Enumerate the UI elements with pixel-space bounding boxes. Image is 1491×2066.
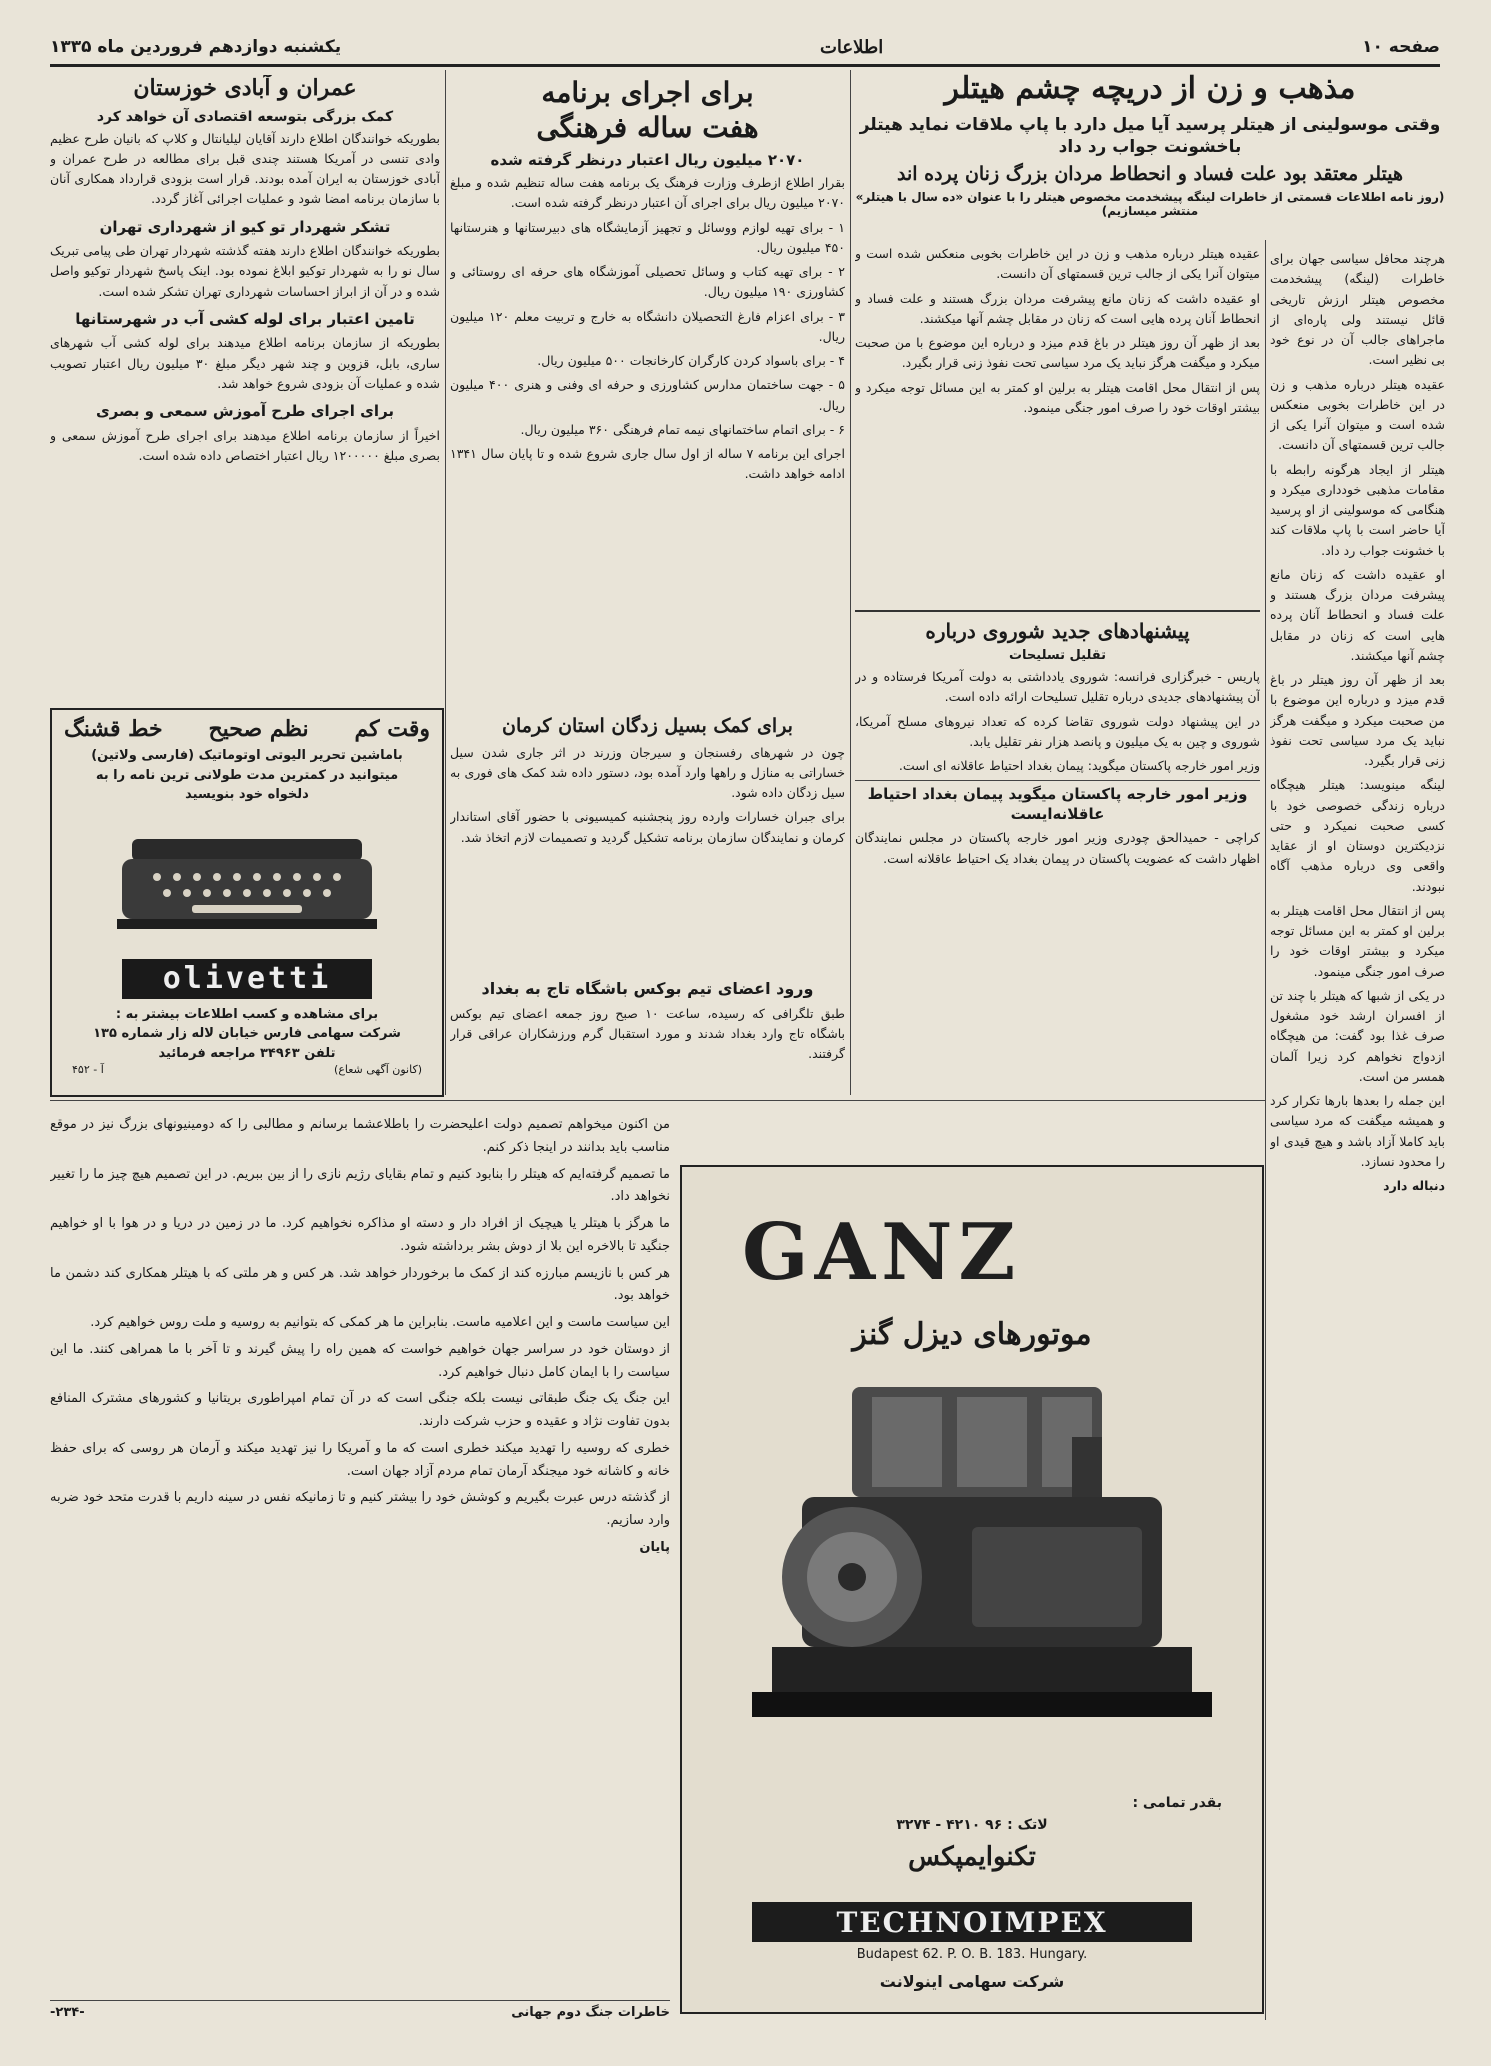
kerman-paragraph: چون در شهرهای رفسنجان و سیرجان وزرند در اثر جاری شدن سیل خساراتی به منازل و راهها وارد آمده بود، دستور داده شد کمک های فوری به سیل زدگان داده شود. [450,744,845,801]
olivetti-headline [52,710,442,742]
column-rule [1265,240,1266,2020]
ganz-logo: GANZ [742,1207,1022,1298]
serial-paragraph: هر کس با نازیسم مبارزه کند از کمک ما برخوردار خواهد شد. هر کس و هر ملتی که با هیتلر همکاری کند دشمن ما خواهد بود. [50,1265,670,1304]
hitler-paragraph: بعد از ظهر آن روز هیتلر در باغ قدم میزد و درباره این موضوع با من صحبت میکرد و میگفت هرگز نباید یک مرد سیاسی تحت نفوذ زنی قرار بگیرد. [1270,672,1445,768]
culture-title-1: برای اجرای برنامه [541,76,754,109]
hitler-subtitle-2: هیتلر معتقد بود علت فساد و انحطاط مردان بزرگ زنان پرده اند [896,162,1403,185]
ganz-contact [722,1792,1222,1878]
hitler-paragraph: پس از انتقال محل اقامت هیتلر به برلین او کمتر به این مسائل توجه میکرد و بیشتر اوقات خود را صرف امور جنگی مینمود. [1270,902,1445,979]
diesel-engine-illustration [712,1377,1232,1777]
serial-footer-rule [50,2000,670,2001]
olivetti-line-2: میتوانید در کمترین مدت طولانی ترین نامه را به [95,767,399,783]
culture-article [450,75,845,675]
ganz-distributor-fa: تکنوایمپکس [908,1841,1036,1872]
olivetti-contact-2: شرکت سهامی فارس خیابان لاله زار شماره ۱۳۵ [93,1026,401,1041]
olivetti-headline-right: وقت کم [354,716,430,742]
olivetti-logo: olivetti [122,959,372,999]
page-header [50,30,1440,67]
hitler-paragraph: هیتلر از ایجاد هرگونه رابطه با مقامات مذهبی خودداری میکرد و هنگامی که موسولینی از او پرسید آیا حاضر است با پاپ ملاقات کند با خشونت جواب رد داد. [1270,461,1445,558]
column-rule [850,70,851,1095]
khuzestan-subtitle: کمک بزرگی بتوسعه اقتصادی آن خواهد کرد [96,108,394,125]
ganz-contact-line: لاتک : ۹۶ ۴۲۱۰ - ۳۲۷۴ [896,1817,1048,1834]
culture-paragraph: ۶ - برای اتمام ساختمانهای نیمه تمام فرهنگی ۳۶۰ میلیون ریال. [520,421,845,437]
left-news-column [50,75,440,695]
serial-footer [50,2005,670,2020]
ganz-ad[interactable] [680,1165,1264,2014]
serial-end: پایان [639,1539,670,1555]
baghdad-article [450,975,845,1095]
olivetti-contact-3: تلفن ۳۴۹۶۳ مراجعه فرمائید [158,1045,336,1061]
header-date: یکشنبه دوازدهم فروردین ماه ۱۳۳۵ [50,37,342,57]
soviet-paragraph: پاریس - خبرگزاری فرانسه: شوروی یادداشتی به دولت آمریکا فرستاده و در آن پیشنهادهای جدیدی درباره تقلیل تسلیحات ارائه داده است. [855,669,1260,705]
tokyo-title: تشکر شهردار تو کیو از شهرداری تهران [99,217,391,236]
audiovisual-body: اخیراً از سازمان برنامه اطلاع میدهند برای اجرای طرح آموزش سمعی و بصری مبلغ ۱۲۰۰۰۰۰ ریال اعتبار اختصاص داده شده است. [50,427,440,463]
hitler-intro: (روز نامه اطلاعات قسمتی از خاطرات لینگه پیشخدمت مخصوص هیتلر را با عنوان «ده سال با هیتلر» منتشر میسازیم) [855,190,1445,219]
hitler-paragraph: هرچند محافل سیاسی جهان برای خاطرات (لینگه) پیشخدمت مخصوص هیتلر ارزش تاریخی قائل نیستند ولی پاره‌ای از ماجراهای جالب آن در نوع خود بی نظیر است. [1270,251,1445,368]
culture-subtitle: ۲۰۷۰ میلیون ریال اعتبار درنظر گرفته شده [490,151,805,169]
pakistan-headline: وزیر امور خارجه پاکستان میگوید پیمان بغداد احتیاط عاقلانه‌ایست [855,780,1260,824]
hitler-body-column [1270,245,1445,2020]
typewriter-illustration [62,809,432,959]
tokyo-body: بطوریکه خوانندگان اطلاع دارند هفته گذشته شهردار تهران طی پیامی تبریک سال نو را به شهردار توکیو ابلاغ نموده بود. اینک پاسخ شهردار توکیو واصل شده و در آن از ابراز احساسات شهرداری تهران تشکر شده است. [50,243,440,299]
baghdad-body: طبق تلگرافی که رسیده، ساعت ۱۰ صبح روز جمعه اعضای تیم بوکس باشگاه تاج وارد بغداد شدند و مورد استقبال گرم ورزشکاران عراقی قرار گرفتند. [450,1005,845,1062]
column-rule [445,70,446,1095]
audiovisual-title: برای اجرای طرح آموزش سمعی و بصری [95,402,395,420]
serial-paragraph: ما هرگز با هیتلر یا هیچیک از افراد دار و دسته او مذاکره نخواهیم کرد. ما در زمین در دریا و در هوا با او خواهیم جنگید تا بالاخره این بلا از دوش بشر برداشته شود. [50,1216,670,1254]
khuzestan-title: عمران و آبادی خوزستان [133,75,357,101]
hitler-paragraph: عقیده هیتلر درباره مذهب و زن در این خاطرات بخوبی منعکس شده است و میتوان آنرا یکی از جالب ترین قسمتهای آن دانست. [855,246,1260,282]
hitler-article-header [855,70,1445,240]
soviet-paragraph: وزیر امور خارجه پاکستان میگوید: پیمان بغداد احتیاط عاقلانه ای است. [898,758,1260,773]
pipes-title: تامین اعتبار برای لوله کشی آب در شهرستانها [75,309,415,328]
olivetti-headline-left: خط قشنگ [64,716,163,742]
culture-title-2: هفت ساله فرهنگی [536,111,759,144]
khuzestan-body: بطوریکه خوانندگان اطلاع دارند آقایان لیلیانتال و کلاپ که بانیان طرح عظیم وادی تنسی در آمریکا هستند چندی قبل برای مطالعه در طرح عمران و آبادی خوزستان به ایران آمده بودند. قرار است بزودی قرارداد همکاری آنان با سازمان برنامه امضا شود و عملیات اجرائی آغاز گردد. [50,130,440,207]
soviet-article [855,610,1260,1092]
ganz-agent: شرکت سهامی اینولانت [879,1972,1065,1991]
hitler-paragraph: او عقیده داشت که زنان مانع پیشرفت مردان بزرگ هستند و علت فساد و انحطاط آنان پرده هایی است که زنان در مقابل چشم آنها میکشند. [855,290,1260,326]
hitler-subtitle-1: وقتی موسولینی از هیتلر پرسید آیا میل دارد با پاپ ملاقات نماید هیتلر باخشونت جواب رد داد [859,114,1441,157]
serial-paragraph: از گذشته درس عبرت بگیریم و کوشش خود را بیشتر کنیم و تا زمانیکه نفس در سینه داریم با قدرت متحد خود ضربه وارد سازیم. [50,1490,670,1528]
ganz-tagline: موتورهای دیزل گنز [852,1317,1092,1352]
culture-paragraph: اجرای این برنامه ۷ ساله از اول سال جاری شروع شده و تا پایان سال ۱۳۴۱ ادامه خواهد داشت. [450,446,845,482]
hitler-paragraph: عقیده هیتلر درباره مذهب و زن در این خاطرات بخوبی منعکس شده است و میتوان آنرا یکی از جالب ترین قسمتهای آن دانست. [1270,376,1445,453]
technoimpex-logo: TECHNOIMPEX [752,1902,1192,1942]
olivetti-headline-mid: نظم صحیح [208,716,309,742]
hitler-paragraph: لینگه مینویسد: هیتلر هیچگاه درباره زندگی خصوصی خود با کسی صحبت نمیکرد و حتی نزدیکترین دوستان او از عقاید واقعی وی درباره مذهب آگاه نبودند. [1270,777,1445,894]
serial-paragraph: خطری که روسیه را تهدید میکند خطری است که ما و آمریکا را نیز تهدید میکند و آرمان هر روسی که برای حفظ خانه و کاشانه خود میجنگد آرمان تمام مردم آزاد جهان است. [50,1440,670,1479]
serial-paragraph: این جنگ یک جنگ طبقاتی نیست بلکه جنگی است که در آن تمام امپراطوری بریتانیا و کشورهای مشترک المنافع بدون تفاوت نژاد و عقیده و حزب شرکت دارند. [50,1391,670,1429]
soviet-subtitle: تقلیل تسلیحات [1008,648,1107,663]
olivetti-copy [52,746,442,805]
culture-paragraph: ۴ - برای باسواد کردن کارگران کارخانجات ۵۰۰ میلیون ریال. [537,353,845,368]
olivetti-contact [52,1005,442,1064]
serial-footer-title: خاطرات جنگ دوم جهانی [511,2005,670,2020]
hitler-paragraph: بعد از ظهر آن روز هیتلر در باغ قدم میزد و درباره این موضوع با من صحبت میکرد و میگفت هرگز نباید یک مرد سیاسی تحت نفوذ زنی قرار بگیرد. [855,335,1260,371]
header-paper-name: اطلاعات [819,36,884,58]
olivetti-line-3: دلخواه خود بنویسید [185,787,309,802]
culture-paragraph: ۳ - برای اعزام فارغ التحصیلان دانشگاه به خارج و تربیت معلم ۱۲۰ میلیون ریال. [450,308,845,344]
culture-paragraph: ۵ - جهت ساختمان مدارس کشاورزی و حرفه ای وفنی و هنری ۴۰۰ میلیون ریال. [450,377,845,413]
serial-article [50,1110,670,1995]
baghdad-title: ورود اعضای تیم بوکس باشگاه تاج به بغداد [481,979,814,998]
culture-paragraph: بقرار اطلاع ازطرف وزارت فرهنگ یک برنامه هفت ساله تنظیم شده و مبلغ ۲۰۷۰ میلیون ریال برای اجرای آن اعتبار درنظر گرفته شده است. [450,175,845,211]
olivetti-code: آ - ۴۵۲ [72,1063,104,1076]
section-rule [50,1100,1265,1101]
serial-paragraph: ما تصمیم گرفته‌ایم که هیتلر را بنابود کنیم و تمام بقایای رژیم نازی را از بین ببریم. در این تصمیم هیچ چیز ما را تغییر نخواهد داد. [50,1166,670,1205]
olivetti-issue: (کانون آگهی شعاع) [334,1063,422,1076]
pakistan-body: کراچی - حمیدالحق چودری وزیر امور خارجه پاکستان در مجلس نمایندگان اظهار داشت که عضویت پاکستان در پیمان بغداد یک احتیاط عاقلانه است. [855,830,1260,866]
olivetti-footer [52,1063,442,1076]
hitler-body-continuation [855,240,1260,605]
olivetti-contact-1: برای مشاهده و کسب اطلاعات بیشتر به : [115,1006,379,1022]
hitler-paragraph: این جمله را بعدها بارها تکرار کرد و همیشه میگفت که مرد سیاسی باید کاملا آزاد باشد و هیچ قیدی او را محدود نسازد. [1270,1093,1445,1169]
technoimpex-address: Budapest 62. P. O. B. 183. Hungary. [856,1947,1088,1962]
serial-paragraph: از دوستان خود در سراسر جهان خواهیم خواست که همین راه را پیش گیرند و تا آخر با ما همراهی کنند. ما این سیاست را با ایمان کامل دنبال خواهیم کرد. [50,1341,670,1380]
hitler-paragraph: در یکی از شبها که هیتلر با چند تن از افسران ارشد خود مشغول صرف غذا بود گفت: من هیچگاه ازدواج نخواهم کرد زیرا آلمان همسر من است. [1270,987,1445,1084]
serial-paragraph: من اکنون میخواهم تصمیم دولت اعلیحضرت را باطلاعشما برسانم و مطالبی را که دومینیونهای بزرگ نیز در موقع مناسب باید بدانند در اینجا ذکر کنم. [50,1117,670,1155]
soviet-title: پیشنهادهای جدید شوروی درباره [925,619,1190,643]
kerman-paragraph: برای جبران خسارات وارده روز پنجشنبه کمیسیونی با حضور آقای استاندار کرمان و نمایندگان سازمان برنامه تشکیل گردید و تصمیمات لازم اتخاذ شد. [450,809,845,845]
pipes-body: بطوریکه از سازمان برنامه اطلاع میدهند برای لوله کشی آب شهرهای ساری، بابل، قزوین و چند شهر دیگر مبلغ ۳۰ میلیون ریال اعتبار تصویب شده و عملیات آن بزودی شروع خواهد شد. [50,335,440,391]
olivetti-ad[interactable] [50,708,444,1097]
header-page-number: صفحه ۱۰ [1362,37,1440,57]
soviet-paragraph: در این پیشنهاد دولت شوروی تقاضا کرده که تعداد نیروهای مسلح آمریکا، شوروی و چین به یک میلیون و پانصد هزار نفر تقلیل یابد. [855,713,1260,749]
culture-paragraph: ۲ - برای تهیه کتاب و وسائل تحصیلی آموزشگاه های حرفه ای روستائی و کشاورزی ۱۹۰ میلیون ریال. [450,264,845,300]
serial-footer-number: -۲۳۴- [50,2005,85,2020]
olivetti-line-1: باماشین تحریر الیوتی اوتوماتیک (فارسی ولاتین) [91,748,403,763]
kerman-article [450,710,845,970]
hitler-continued: دنباله دارد [1383,1178,1445,1193]
hitler-paragraph: او عقیده داشت که زنان مانع پیشرفت مردان بزرگ هستند و علت فساد و انحطاط آنان پرده هایی است که زنان در مقابل چشم آنها میکشند. [1270,566,1445,663]
serial-paragraph: این سیاست ماست و این اعلامیه ماست. بنابراین ما هر کمکی که بتوانیم به روسیه و ملت روس خواهیم کرد. [90,1315,670,1330]
hitler-title: مذهب و زن از دریچه چشم هیتلر [944,71,1356,106]
culture-paragraph: ۱ - برای تهیه لوازم ووسائل و تجهیز آزمایشگاه های دبیرستانها و هنرستانها ۴۵۰ میلیون ریال. [450,219,845,255]
kerman-title: برای کمک بسیل زدگان استان کرمان [502,715,793,737]
hitler-paragraph: پس از انتقال محل اقامت هیتلر به برلین او کمتر به این مسائل توجه میکرد و بیشتر اوقات خود را صرف امور جنگی مینمود. [855,379,1260,415]
ganz-contact-header: بقدر تمامی : [1132,1795,1222,1811]
